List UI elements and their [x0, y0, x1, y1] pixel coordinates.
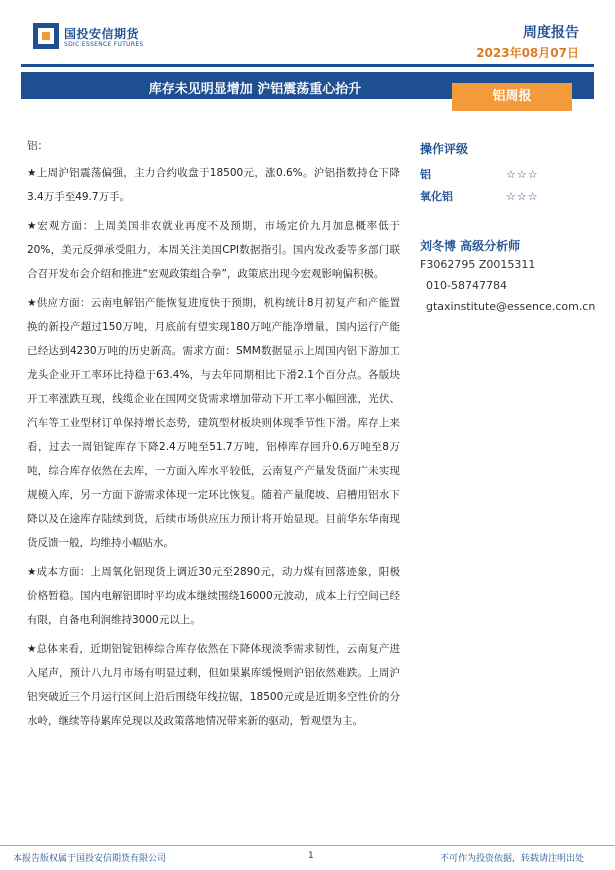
report-body [27, 134, 400, 738]
rating-row [420, 185, 610, 207]
section-tab: 铝周报 [452, 83, 572, 111]
paragraph-macro: ★宏观方面：上周美国非农就业再度不及预期，市场定价九月加息概率低于20%，美元反弹承受阻力，本周关注美国CPI数据指引。国内发改委等多部门联合召开发布会介绍和推进“宏观政策组合拳”，政策底出现今宏观影响偏积极。 [27, 220, 400, 280]
star-rating-icon: ☆☆☆ [506, 189, 539, 203]
rating-heading: 操作评级 [420, 142, 469, 156]
company-logo-icon [33, 23, 59, 49]
analyst-name: 刘冬博 高级分析师 [420, 239, 521, 253]
company-name-en: SDIC ESSENCE FUTURES [64, 41, 144, 48]
sidebar [420, 140, 610, 317]
footer-disclaimer: 不可作为投资依据，转载请注明出处 [439, 854, 584, 864]
footer-copyright: 本报告版权属于国投安信期货有限公司 [13, 854, 167, 864]
rating-row [420, 163, 610, 185]
rating-name: 氧化铝 [420, 190, 453, 203]
paragraph-conclusion: ★总体来看，近期铝锭铝棒综合库存依然在下降体现淡季需求韧性，云南复产进入尾声，预计八九月市场有明显过剩，但如果累库缓慢则沪铝依然难跌。上周沪铝突破近三个月运行区间上沿后围绕年线拉锯，18500元或是近期多空性价的分水岭，继续等待累库兑现以及政策落地情况带来新的驱动，暂观望为主。 [27, 643, 400, 727]
paragraph-cost: ★成本方面：上周氧化铝现货上调近30元至2890元，动力煤有回落迹象，阳极价格暂稳。国内电解铝即时平均成本继续围绕16000元波动，成本上行空间已经有限，自备电利润维持3000元以上。 [27, 566, 400, 626]
metal-heading: 铝： [27, 140, 48, 152]
paragraph-summary: ★上周沪铝震荡偏强，主力合约收盘于18500元，涨0.6%。沪铝指数持仓下降3.4万手至49.7万手。 [27, 167, 400, 203]
report-date: 2023年08月07日 [476, 46, 579, 60]
rating-name: 铝 [420, 168, 431, 181]
star-rating-icon: ☆☆☆ [506, 167, 539, 181]
analyst-email[interactable]: gtaxinstitute@essence.com.cn [426, 300, 596, 313]
report-type: 周度报告 [523, 25, 579, 41]
page-number: 1 [308, 851, 314, 861]
analyst-phone: 010-58747784 [426, 279, 507, 292]
analyst-license: F3062795 Z0015311 [420, 258, 536, 271]
report-title: 库存未见明显增加 沪铝震荡重心抬升 [148, 82, 362, 97]
header-divider [21, 64, 594, 67]
paragraph-supply: ★供应方面：云南电解铝产能恢复进度快于预期，机构统计8月初复产和产能置换的新投产超过150万吨，月底前有望实现180万吨产能净增量，国内运行产能已经达到4230万吨的历史新高。需求方面：SMM数据显示上周国内铝下游加工龙头企业开工率环比持稳于63.4%，与去年同期相比下滑2.1个百分点。各版块开工率涨跌互现，线缆企业在国网交货需求增加带动下开工率小幅回涨，光伏、汽车等工业型材订单保持增长态势，建筑型材板块则体现季节性下滑。库存上来看，过去一周铝锭库存下降2.4万吨至51.7万吨，铝棒库存回升0.6万吨至8万吨，综合库存依然在去库，一方面入库水平较低，云南复产产量发货面广未实现规模入库，另一方面下游需求体现一定环比恢复。随着产量爬坡、启槽用铝水下降以及在途库存陆续到货，后续市场供应压力预计将开始显现。目前华东华南现货反馈一般，均维持小幅贴水。 [27, 297, 400, 549]
footer-divider [0, 845, 615, 846]
company-name-cn: 国投安信期货 [64, 27, 140, 41]
